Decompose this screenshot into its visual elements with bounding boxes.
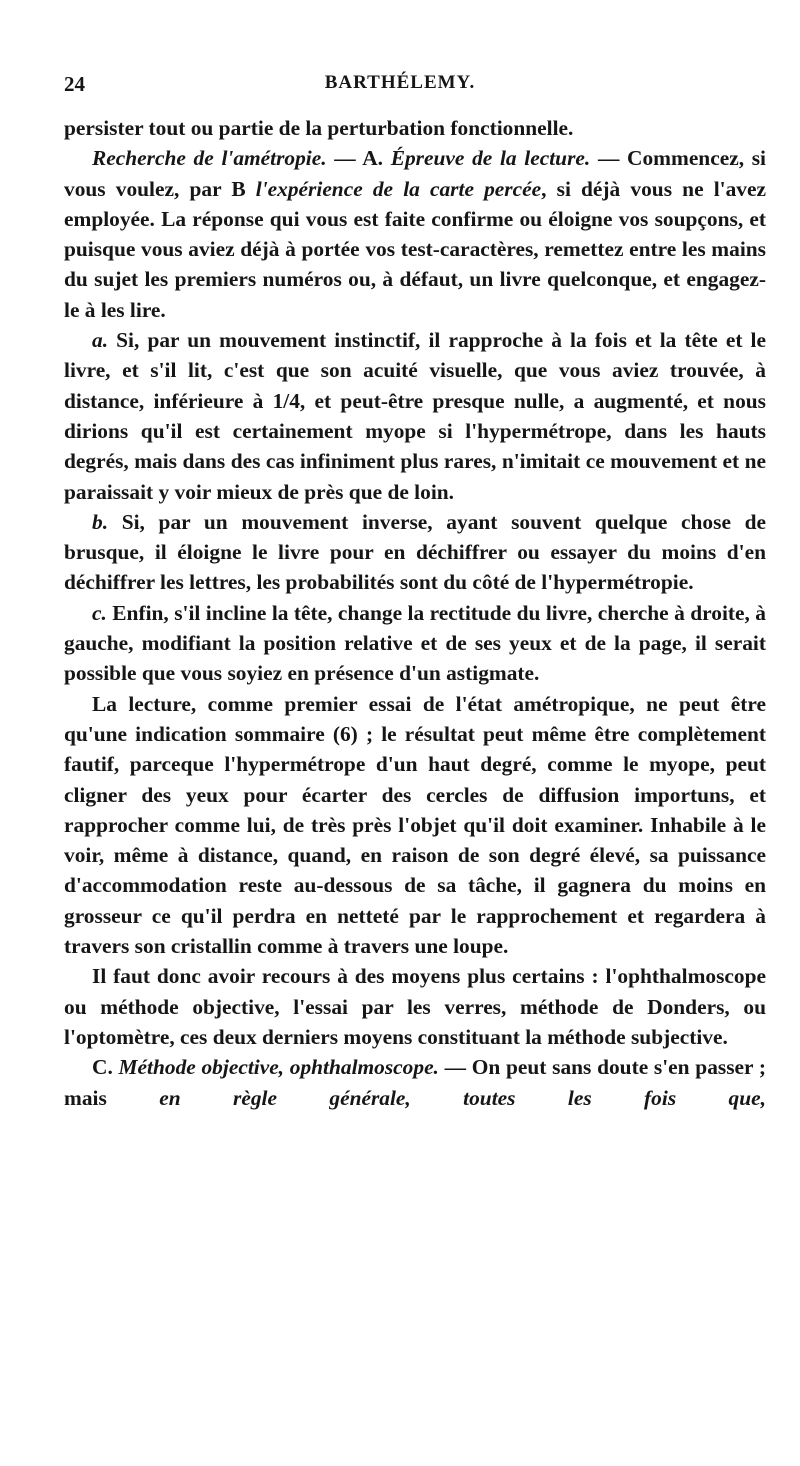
paragraph (64, 113, 766, 143)
italic-text: l'expérience de la carte percée (255, 176, 542, 201)
text-run: La lecture, comme premier essai de l'état amétropique, ne peut être qu'une indication sommaire (6) ; le résultat peut même être complètement fautif, parceque l'hypermétrope d'un haut degré, comme le myope, peut cligner des yeux pour écarter des cercles de diffusion importuns, et rapprocher comme lui, de très près l'objet qu'il doit examiner. Inhabile à le voir, même à distance, quand, en raison de son degré élevé, sa puissance d'accommodation reste au-dessous de sa tâche, il gagnera du moins en grosseur ce qu'il perdra en netteté par le rapprochement et regardera à travers son cristallin comme à travers une loupe. (64, 691, 766, 959)
italic-text: Épreuve de la lecture. (390, 146, 591, 171)
text-run: , si déjà vous ne l'avez employée. La réponse qui vous est faite confirme ou éloigne vos soupçons, et puisque vous aviez déjà à portée vos test-caractères, remettez entre les mains du sujet les premiers numéros ou, à défaut, un livre quelconque, et engagez-le à les lire. (64, 176, 766, 322)
paragraph (64, 143, 766, 325)
text-run: Il faut donc avoir recours à des moyens plus certains : l'ophthalmoscope ou méthode objective, l'essai par les verres, méthode de Donders, ou l'optomètre, ces deux derniers moyens constituant la méthode subjective. (64, 964, 766, 1049)
italic-text: b. (92, 509, 109, 534)
italic-text: en règle générale, toutes les fois que, (159, 1085, 766, 1110)
text-run: C. (92, 1055, 119, 1080)
text-run: Si, par un mouvement instinctif, il rapproche à la fois et la tête et le livre, et s'il lit, c'est que son acuité visuelle, que vous aviez trouvée, à distance, inférieure à 1/4, et peut-être presque nulle, a augmenté, et nous dirions qu'il est certainement myope si l'hypermétrope, dans les hauts degrés, mais dans des cas infiniment plus rares, n'imitait ce mouvement et ne paraissait y voir mieux de près que de loin. (64, 328, 766, 504)
italic-text: c. (92, 600, 107, 625)
paragraph (64, 598, 766, 689)
text-run: — A. (326, 146, 391, 171)
paragraph (64, 1052, 766, 1113)
italic-text: a. (92, 328, 109, 353)
paragraph (64, 507, 766, 598)
text-run: Si, par un mouvement inverse, ayant souvent quelque chose de brusque, il éloigne le livre pour en déchiffrer ou essayer du moins d'en déchiffrer les lettres, les probabilités sont du côté de l'hypermétropie. (64, 509, 766, 595)
italic-text: Recherche de l'amétropie. (92, 146, 327, 171)
text-run: persister tout ou partie de la perturbation fonctionnelle. (64, 116, 574, 140)
page-number: 24 (64, 72, 85, 96)
running-head: BARTHÉLEMY. (324, 72, 476, 93)
paragraph (64, 961, 766, 1052)
text-run: — On peut sans doute s'en passer ; mais (64, 1055, 766, 1110)
page-header (0, 68, 800, 98)
paragraph (64, 325, 766, 507)
text-run: — Commencez, si vous voulez, par B (64, 146, 767, 201)
text-run: Enfin, s'il incline la tête, change la rectitude du livre, cherche à droite, à gauche, modifiant la position relative et de ses yeux et de la page, il serait possible que vous soyiez en présence d'un astigmate. (64, 600, 766, 686)
italic-text: Méthode objective, ophthalmoscope. (118, 1055, 439, 1080)
body-text (64, 113, 766, 1113)
paragraph (64, 689, 766, 962)
